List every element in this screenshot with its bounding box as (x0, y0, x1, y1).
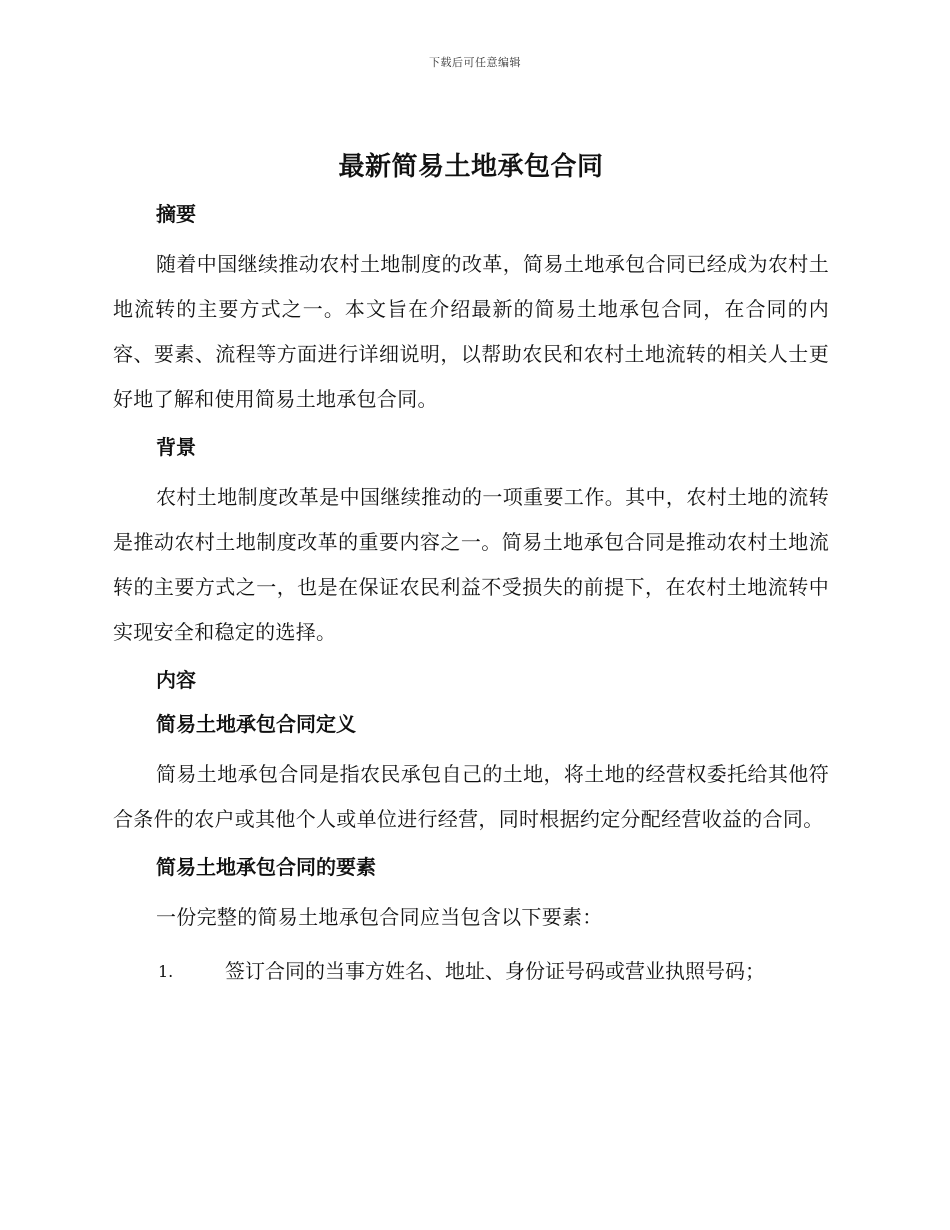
abstract-paragraph: 随着中国继续推动农村土地制度的改革，简易土地承包合同已经成为农村土地流转的主要方式之一。本文旨在介绍最新的简易土地承包合同，在合同的内容、要素、流程等方面进行详细说明，以帮助农民和农村土地流转的相关人士更好地了解和使用简易土地承包合同。 (113, 252, 829, 411)
list-item-text: 签订合同的当事方姓名、地址、身份证号码或营业执照号码； (225, 959, 765, 983)
definition-paragraph: 简易土地承包合同是指农民承包自己的土地，将土地的经营权委托给其他符合条件的农户或其他个人或单位进行经营，同时根据约定分配经营收益的合同。 (113, 762, 829, 831)
section-heading-background: 背景 (156, 435, 196, 459)
section-heading-elements: 简易土地承包合同的要素 (156, 855, 376, 879)
header-note: 下载后可任意编辑 (429, 56, 521, 69)
document-body (113, 146, 829, 994)
section-heading-definition: 简易土地承包合同定义 (156, 712, 356, 736)
section-heading-content: 内容 (156, 668, 196, 692)
elements-intro-paragraph: 一份完整的简易土地承包合同应当包含以下要素： (156, 905, 603, 929)
section-heading-abstract: 摘要 (156, 202, 196, 226)
list-item-number: 1. (158, 962, 174, 981)
list-item (113, 949, 829, 994)
background-paragraph: 农村土地制度改革是中国继续推动的一项重要工作。其中，农村土地的流转是推动农村土地制度改革的重要内容之一。简易土地承包合同是推动农村土地流转的主要方式之一，也是在保证农民利益不受损失的前提下，在农村土地流转中实现安全和稳定的选择。 (113, 485, 829, 644)
document-title: 最新简易土地承包合同 (338, 152, 604, 182)
